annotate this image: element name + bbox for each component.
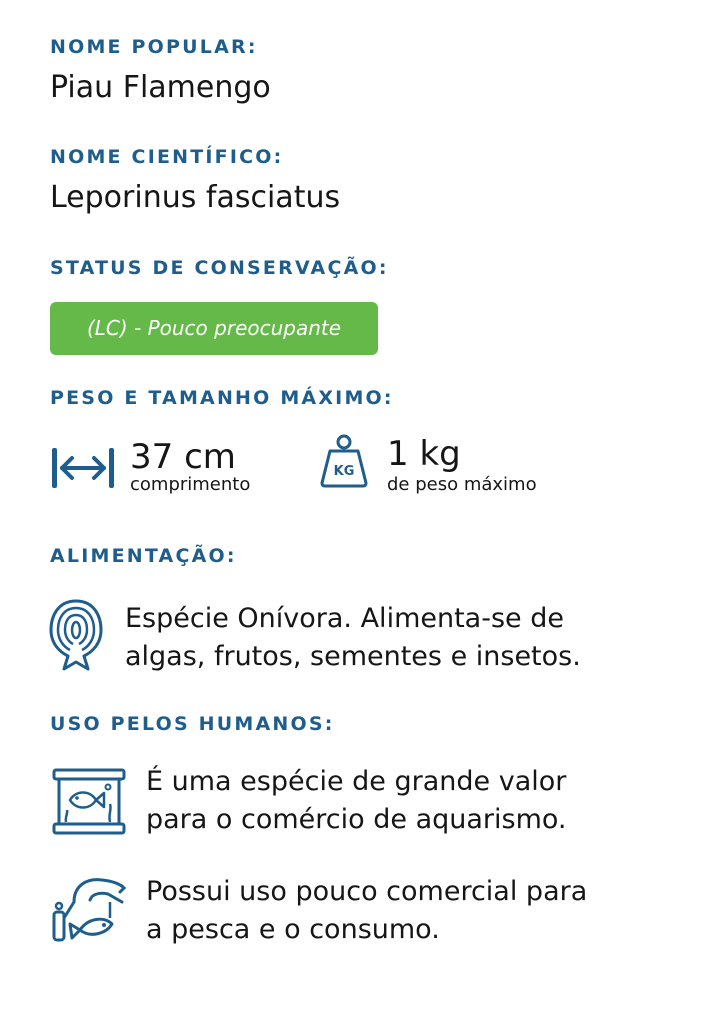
peso-caption: de peso máximo xyxy=(387,474,537,495)
uso-humanos-label: USO PELOS HUMANOS: xyxy=(50,713,335,735)
length-arrows-icon xyxy=(50,445,116,491)
conservation-status-badge: (LC) - Pouco preocupante xyxy=(50,302,378,355)
nome-cientifico-label: NOME CIENTÍFICO: xyxy=(50,146,284,168)
alimentacao-line-2: algas, frutos, sementes e insetos. xyxy=(125,641,581,672)
alimentacao-line-1: Espécie Onívora. Alimenta-se de xyxy=(125,603,564,634)
peso-tamanho-label: PESO E TAMANHO MÁXIMO: xyxy=(50,387,394,409)
aquarium-icon xyxy=(52,768,126,836)
uso-item-2-line-1: Possui uso pouco comercial para xyxy=(146,876,588,907)
nome-cientifico-value: Leporinus fasciatus xyxy=(50,180,341,215)
nome-popular-label: NOME POPULAR: xyxy=(50,36,258,58)
peso-value: 1 kg xyxy=(387,434,461,474)
fishing-icon xyxy=(50,872,126,946)
nome-popular-value: Piau Flamengo xyxy=(50,70,271,105)
comprimento-value: 37 cm xyxy=(130,437,236,477)
status-label: STATUS DE CONSERVAÇÃO: xyxy=(50,257,389,279)
kg-icon-text: KG xyxy=(333,464,355,479)
uso-item-1-line-1: É uma espécie de grande valor xyxy=(146,766,567,797)
uso-item-1-line-2: para o comércio de aquarismo. xyxy=(146,804,567,835)
uso-item-2-line-2: a pesca e o consumo. xyxy=(146,914,440,945)
fish-steak-icon xyxy=(48,598,104,672)
alimentacao-label: ALIMENTAÇÃO: xyxy=(50,545,237,567)
kg-weight-icon xyxy=(318,433,370,489)
comprimento-caption: comprimento xyxy=(130,474,251,495)
